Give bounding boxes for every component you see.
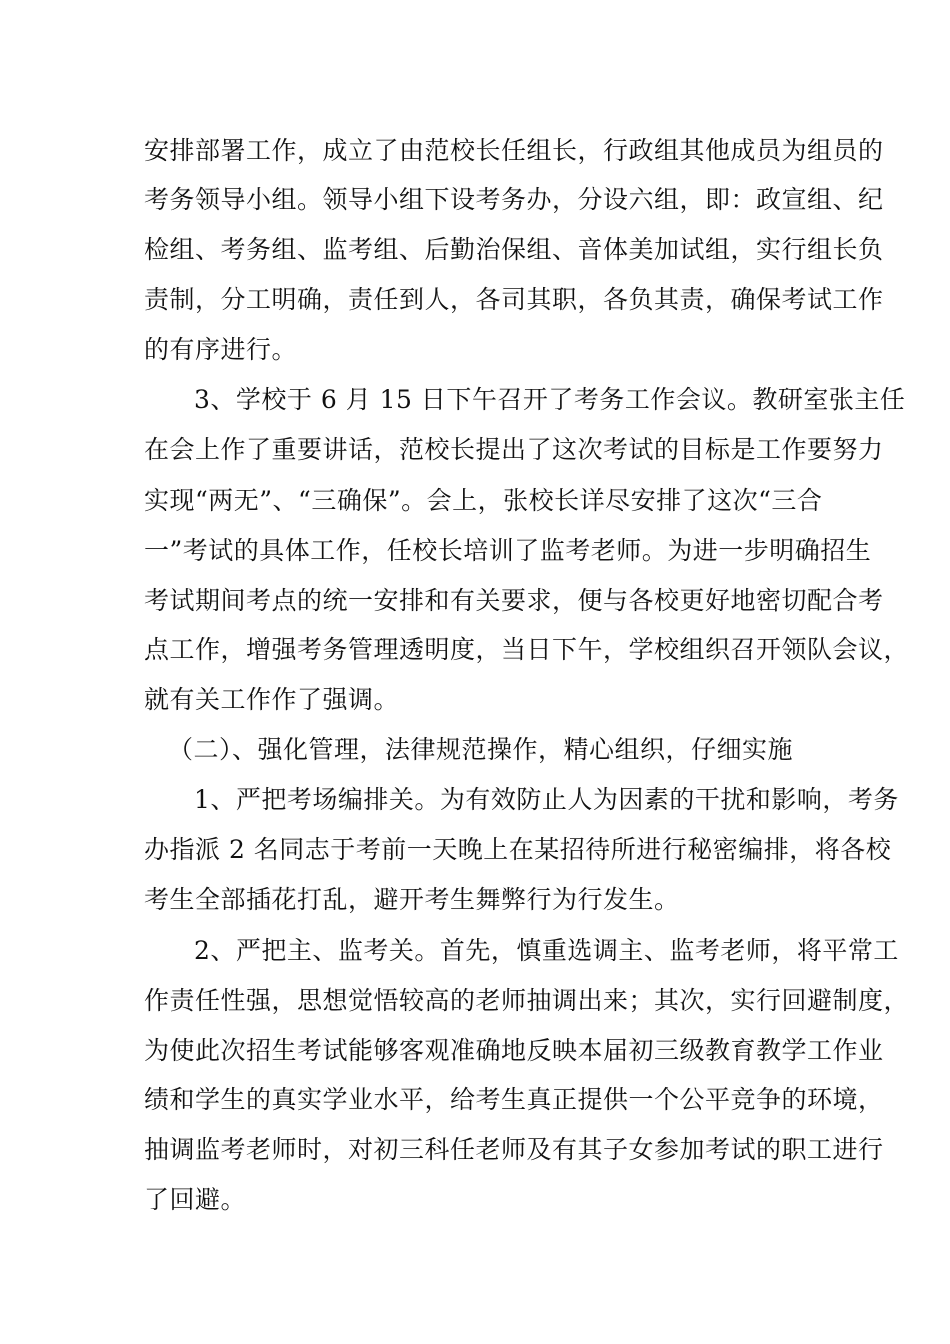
text-line: 为使此次招生考试能够客观准确地反映本届初三级教育教学工作业 xyxy=(144,1036,884,1065)
text-line: 实现“两无”、“三确保”。会上，张校长详尽安排了这次“三合 xyxy=(144,486,823,515)
text-line: 检组、考务组、监考组、后勤治保组、音体美加试组，实行组长负 xyxy=(144,235,884,264)
text-line: 考试期间考点的统一安排和有关要求，便与各校更好地密切配合考 xyxy=(144,586,884,615)
paragraph-start-line: 3、学校于 6 月 15 日下午召开了考务工作会议。教研室张主任 xyxy=(194,385,906,414)
text-line: 考生全部插花打乱，避开考生舞弊行为行发生。 xyxy=(144,885,680,914)
paragraph-start-line: 2、严把主、监考关。首先，慎重选调主、监考老师，将平常工 xyxy=(194,936,899,965)
text-line: 安排部署工作，成立了由范校长任组长，行政组其他成员为组员的 xyxy=(144,136,884,165)
text-line: 一”考试的具体工作，任校长培训了监考老师。为进一步明确招生 xyxy=(144,536,872,565)
text-line: 了回避。 xyxy=(144,1185,247,1214)
paragraph-start-line: 1、严把考场编排关。为有效防止人为因素的干扰和影响，考务 xyxy=(194,785,899,814)
text-line: 责制，分工明确，责任到人，各司其职，各负其责，确保考试工作 xyxy=(144,285,884,314)
text-line: 就有关工作作了强调。 xyxy=(144,685,400,714)
section-heading: （二）、强化管理，法律规范操作，精心组织，仔细实施 xyxy=(168,735,794,764)
text-line: 考务领导小组。领导小组下设考务办，分设六组，即：政宣组、纪 xyxy=(144,185,884,214)
text-line: 办指派 2 名同志于考前一天晚上在某招待所进行秘密编排，将各校 xyxy=(144,835,892,864)
text-line: 在会上作了重要讲话，范校长提出了这次考试的目标是工作要努力 xyxy=(144,435,884,464)
text-line: 的有序进行。 xyxy=(144,335,298,364)
text-line: 抽调监考老师时，对初三科任老师及有其子女参加考试的职工进行 xyxy=(144,1135,884,1164)
text-line: 点工作，增强考务管理透明度，当日下午，学校组织召开领队会议， xyxy=(144,635,910,664)
text-line: 绩和学生的真实学业水平，给考生真正提供一个公平竞争的环境， xyxy=(144,1085,884,1114)
text-line: 作责任性强，思想觉悟较高的老师抽调出来；其次，实行回避制度， xyxy=(144,986,910,1015)
